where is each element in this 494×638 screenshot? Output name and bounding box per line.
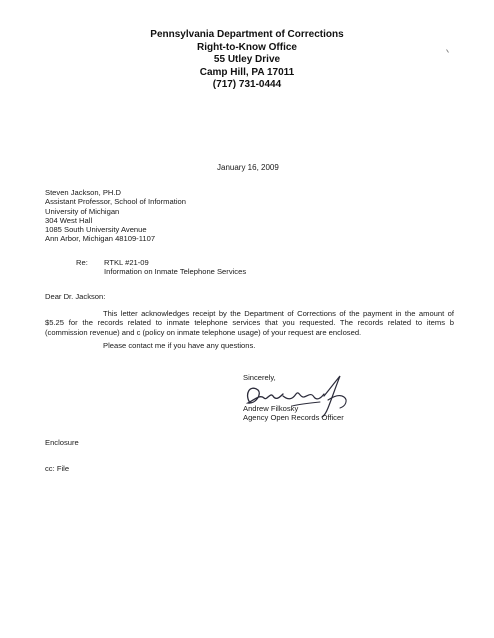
recipient-organization: University of Michigan (45, 206, 120, 216)
recipient-city: Ann Arbor, Michigan 48109-1107 (45, 234, 156, 244)
scan-speck-mark (446, 49, 449, 53)
body-line-2: $5.25 for the records related to inmate telephone services that you requested. The records related to items b (45, 318, 454, 328)
salutation: Dear Dr. Jackson: (45, 292, 106, 301)
re-subject: Information on Inmate Telephone Services (104, 267, 247, 277)
recipient-address (45, 188, 186, 244)
recipient-room: 304 West Hall (45, 215, 93, 225)
signature-block (243, 404, 344, 423)
closing: Sincerely, (243, 373, 276, 382)
letterhead-phone: (717) 731-0444 (212, 79, 282, 90)
letter-date: January 16, 2009 (217, 163, 279, 172)
contact-line: Please contact me if you have any questions. (103, 341, 256, 350)
body-paragraph (45, 309, 454, 337)
body-line-1: This letter acknowledges receipt by the Department of Corrections of the payment in the amount of (103, 309, 454, 318)
re-reference: RTKL #21-09 (104, 258, 149, 267)
recipient-street: 1085 South University Avenue (45, 225, 147, 235)
cc-note: cc: File (45, 464, 70, 473)
signer-name: Andrew Filkosky (243, 404, 299, 413)
letterhead-street: 55 Utley Drive (213, 54, 281, 65)
re-block (104, 258, 246, 277)
enclosure-note: Enclosure (45, 438, 79, 447)
recipient-title: Assistant Professor, School of Information (45, 197, 186, 207)
recipient-name: Steven Jackson, PH.D (45, 188, 121, 197)
re-label: Re: (76, 258, 88, 267)
letterhead-office: Right-to-Know Office (197, 41, 297, 53)
letterhead (0, 29, 494, 92)
letterhead-department: Pennsylvania Department of Corrections (150, 29, 344, 40)
body-line-3: (commission revenue) and c (policy on inmate telephone usage) of your request are enclosed. (45, 327, 362, 337)
letterhead-city: Camp Hill, PA 17011 (199, 66, 295, 78)
signer-title: Agency Open Records Officer (243, 413, 344, 423)
